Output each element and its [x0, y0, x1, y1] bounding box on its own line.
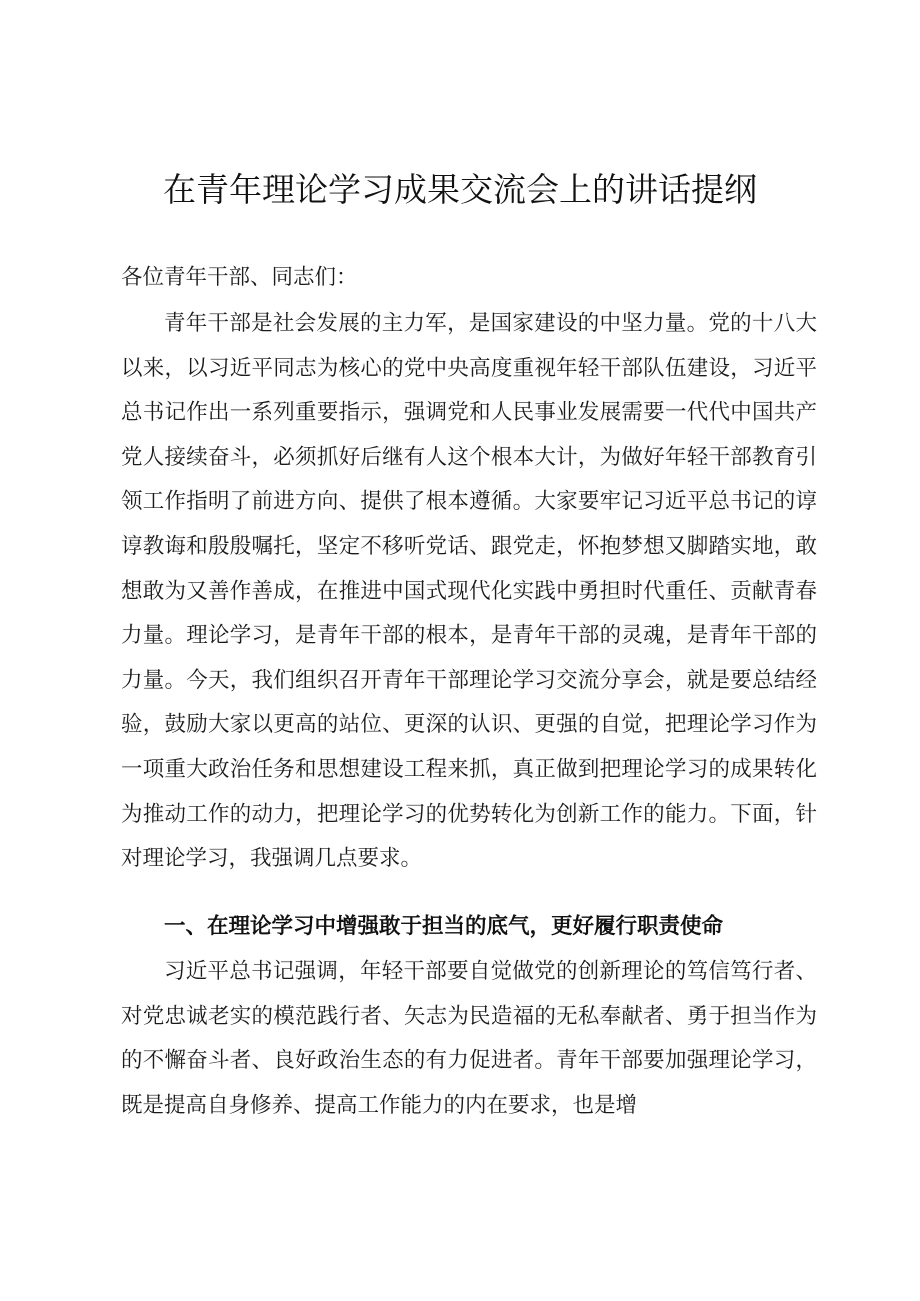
- paragraph-intro: 青年干部是社会发展的主力军，是国家建设的中坚力量。党的十八大以来，以习近平同志为核心的党中央高度重视年轻干部队伍建设，习近平总书记作出一系列重要指示，强调党和人民事业发展需要一代代中国共产党人接续奋斗，必须抓好后继有人这个根本大计，为做好年轻干部教育引领工作指明了前进方向、提供了根本遵循。大家要牢记习近平总书记的谆谆教诲和殷殷嘱托，坚定不移听党话、跟党走，怀抱梦想又脚踏实地，敢想敢为又善作善成，在推进中国式现代化实践中勇担时代重任、贡献青春力量。理论学习，是青年干部的根本，是青年干部的灵魂，是青年干部的力量。今天，我们组织召开青年干部理论学习交流分享会，就是要总结经验，鼓励大家以更高的站位、更深的认识、更强的自觉，把理论学习作为一项重大政治任务和思想建设工程来抓，真正做到把理论学习的成果转化为推动工作的动力，把理论学习的优势转化为创新工作的能力。下面，针对理论学习，我强调几点要求。: [121, 311, 817, 872]
- section-heading-1: 一、在理论学习中增强敢于担当的底气，更好履行职责使命: [164, 914, 724, 939]
- salutation: 各位青年干部、同志们：: [121, 265, 358, 290]
- paragraph-section-1: 习近平总书记强调，年轻干部要自觉做党的创新理论的笃信笃行者、对党忠诚老实的模范践行者、矢志为民造福的无私奉献者、勇于担当作为的不懈奋斗者、良好政治生态的有力促进者。青年干部要加强理论学习，既是提高自身修养、提高工作能力的内在要求，也是增: [121, 959, 817, 1118]
- document-title: 在青年理论学习成果交流会上的讲话提纲: [163, 170, 757, 209]
